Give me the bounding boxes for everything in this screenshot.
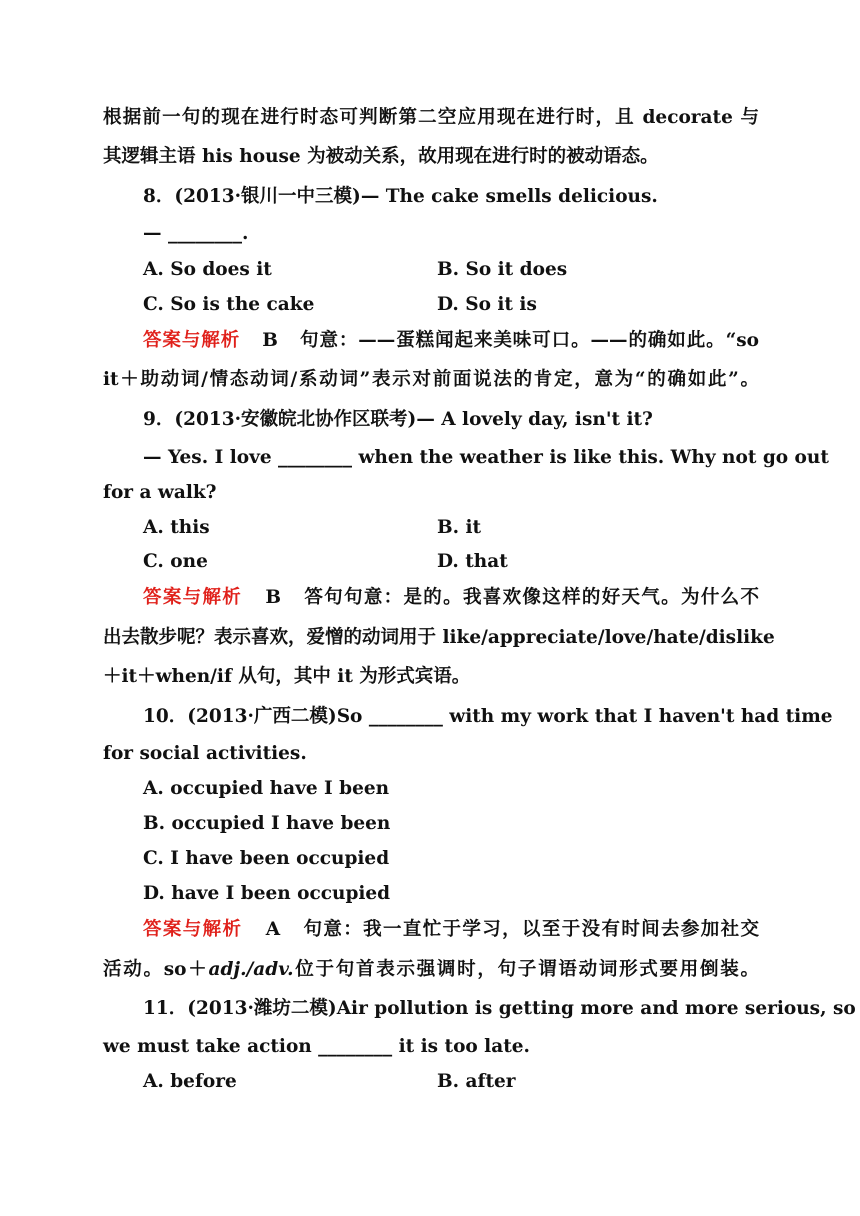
answer-text-italic: adj./adv. (208, 959, 294, 980)
question-9-reply-line1: — Yes. I love ________ when the weather is like this. Why not go out (143, 447, 829, 468)
explanation-line: 根据前一句的现在进行时态可判断第二空应用现在进行时，且 decorate 与 (103, 107, 759, 128)
question-10-stem-line2: for social activities. (103, 743, 307, 764)
option-b: B. it (437, 517, 482, 538)
option-b: B. So it does (437, 259, 568, 280)
question-11-options-row1 (143, 1070, 759, 1094)
question-9-stem (143, 408, 759, 432)
option-a: A. So does it (143, 259, 272, 280)
explanation-line: 其逻辑主语 his house 为被动关系，故用现在进行时的被动语态。 (103, 146, 659, 167)
question-number: 9． (143, 409, 175, 430)
question-8-options-row2 (143, 293, 759, 317)
question-8-stem (143, 185, 759, 209)
answer-8-line2: it＋助动词/情态动词/系动词”表示对前面说法的肯定，意为“的确如此”。 (103, 369, 759, 390)
question-prompt: So ________ with my work that I haven't had time (336, 706, 833, 727)
question-10-stem (143, 705, 833, 729)
answer-10-line2 (103, 958, 759, 982)
question-number: 8． (143, 186, 175, 207)
question-9-reply-line2: for a walk? (103, 482, 217, 503)
answer-explanation: 句意：——蛋糕闻起来美味可口。——的确如此。“so (300, 330, 759, 351)
question-9-options-row1 (143, 516, 759, 540)
option-c: C. one (143, 551, 208, 572)
option-b: B. after (437, 1071, 516, 1092)
answer-letter: B (262, 330, 278, 351)
answer-letter: A (265, 919, 281, 940)
option-d: D. that (437, 551, 508, 572)
question-11-stem-line2: we must take action ________ it is too late. (103, 1036, 530, 1057)
answer-9-line3: ＋it＋when/if 从句，其中 it 为形式宾语。 (103, 666, 471, 687)
answer-label: 答案与解析 (143, 587, 243, 608)
question-number: 11． (143, 998, 188, 1019)
question-source: (2013·安徽皖北协作区联考) (174, 409, 417, 430)
question-source: (2013·潍坊二模) (187, 998, 337, 1019)
answer-9-line1 (143, 586, 759, 610)
option-d: D. So it is (437, 294, 537, 315)
answer-label: 答案与解析 (143, 919, 243, 940)
option-d: D. have I been occupied (143, 883, 391, 904)
question-prompt: — A lovely day, isn't it? (416, 409, 653, 430)
option-c: C. I have been occupied (143, 848, 390, 869)
question-source: (2013·广西二模) (187, 706, 337, 727)
question-prompt: Air pollution is getting more and more serious, so (336, 998, 856, 1019)
answer-text: 活动。so＋ (103, 959, 209, 980)
answer-10-line1 (143, 918, 759, 942)
question-number: 10． (143, 706, 188, 727)
answer-9-line2: 出去散步呢？表示喜欢，爱憎的动词用于 like/appreciate/love/hate/dislike (103, 627, 775, 648)
answer-letter: B (265, 587, 282, 608)
option-a: A. this (143, 517, 210, 538)
answer-explanation: 答句句意：是的。我喜欢像这样的好天气。为什么不 (304, 587, 759, 608)
question-9-options-row2 (143, 550, 759, 574)
option-b: B. occupied I have been (143, 813, 391, 834)
answer-text: 位于句首表示强调时，句子谓语动词形式要用倒装。 (293, 959, 759, 980)
answer-explanation: 句意：我一直忙于学习，以至于没有时间去参加社交 (303, 919, 759, 940)
question-11-stem (143, 997, 856, 1021)
question-8-reply: — ________. (143, 223, 249, 244)
question-8-options-row1 (143, 258, 759, 282)
option-a: A. occupied have I been (143, 778, 390, 799)
option-a: A. before (143, 1071, 237, 1092)
answer-label: 答案与解析 (143, 330, 241, 351)
question-source: (2013·银川一中三模) (174, 186, 361, 207)
answer-8-line1 (143, 329, 759, 353)
question-prompt: — The cake smells delicious. (360, 186, 658, 207)
option-c: C. So is the cake (143, 294, 315, 315)
